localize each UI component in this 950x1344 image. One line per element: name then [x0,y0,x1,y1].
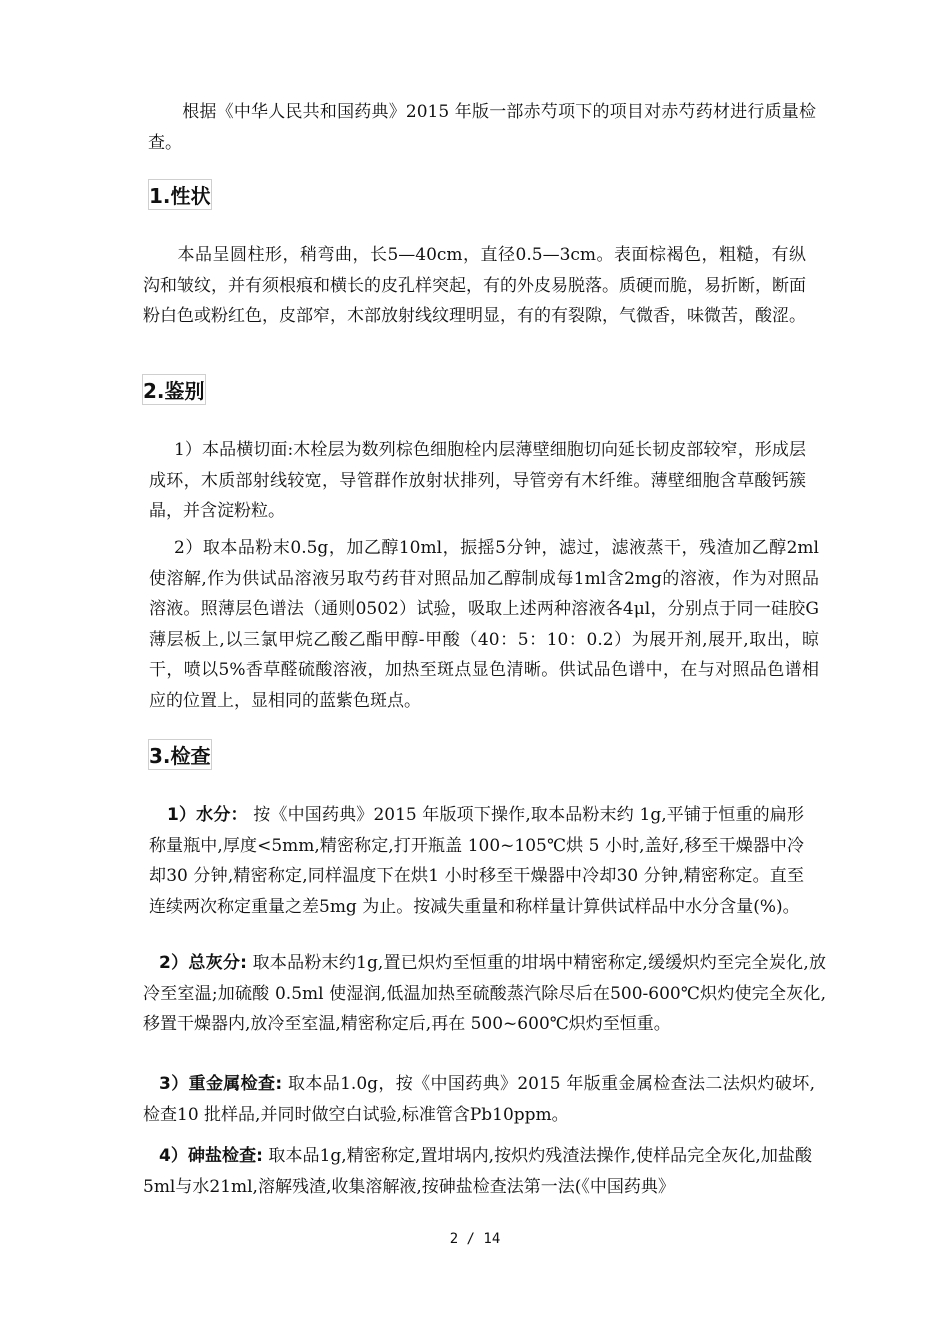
section-1-text: 本品呈圆柱形，稍弯曲，长5—40cm，直径0.5—3cm。表面棕褐色，粗糙，有纵沟和皱纹，并有须根痕和横长的皮孔样突起，有的外皮易脱落。质硬而脆，易折断，断面粉白色或粉红色，皮部窄，木部放射线纹理明显，有的有裂隙，气微香，味微苦，酸涩。 [143,245,806,326]
check-item-arsenic-label: 4）砷盐检查: [159,1146,263,1166]
intro-paragraph [148,97,816,158]
intro-text: 根据《中华人民共和国药典》2015 年版一部赤芍项下的项目对赤芍药材进行质量检查。 [148,102,816,153]
check-item-ash [143,948,826,1040]
section-2-paragraph-2 [149,533,819,716]
section-2-text-2: 2）取本品粉末0.5g，加乙醇10ml，振摇5分钟，滤过，滤液蒸干，残渣加乙醇2ml使溶解,作为供试品溶液另取芍药苷对照品加乙醇制成每1ml含2mg的溶液，作为对照品溶液。照薄层色谱法（通则0502）试验，吸取上述两种溶液各4μl，分别点于同一硅胶G薄层板上,以三氯甲烷乙酸乙酯甲醇-甲酸（40：5：10：0.2）为展开剂,展开,取出，晾干，喷以5%香草醛硫酸溶液，加热至斑点显色清晰。供试品色谱中，在与对照品色谱相应的位置上，显相同的蓝紫色斑点。 [149,538,819,711]
check-item-arsenic [143,1141,812,1202]
check-item-moisture-label: 1）水分： [167,805,248,825]
section-heading-1: 1.性状 [149,180,211,209]
section-1-paragraph [143,240,806,332]
check-item-moisture [149,800,804,922]
section-2-text-1: 1）本品横切面:木栓层为数列棕色细胞栓内层薄壁细胞切向延长韧皮部较窄，形成层成环，木质部射线较宽，导管群作放射状排列，导管旁有木纤维。薄壁细胞含草酸钙簇晶，并含淀粉粒。 [149,440,806,521]
check-item-arsenic-text: 取本品1g,精密称定,置坩埚内,按炽灼残渣法操作,使样品完全灰化,加盐酸5ml与水21ml,溶解残渣,收集溶解液,按砷盐检查法第一法(《中国药典》 [143,1146,812,1197]
section-2-paragraph-1 [149,435,806,527]
check-item-heavy-metal-label: 3）重金属检查: [159,1074,283,1094]
section-heading-2: 2.鉴别 [143,375,205,404]
section-heading-3: 3.检查 [149,740,211,769]
check-item-heavy-metal [143,1069,815,1130]
check-item-ash-text: 取本品粉末约1g,置已炽灼至恒重的坩埚中精密称定,缓缓炽灼至完全炭化,放冷至室温;加硫酸 0.5ml 使湿润,低温加热至硫酸蒸汽除尽后在500-600℃炽灼使完全灰化,移置干燥器内,放冷至室温,精密称定后,再在 500~600℃炽灼至恒重。 [143,953,826,1034]
page-number: 2 / 14 [449,1231,501,1247]
check-item-heavy-metal-text: 取本品1.0g，按《中国药典》2015 年版重金属检查法二法炽灼破坏,检查10 批样品,并同时做空白试验,标准管含Pb10ppm。 [143,1074,815,1125]
check-item-ash-label: 2）总灰分: [159,953,247,973]
check-item-moisture-text: 按《中国药典》2015 年版项下操作,取本品粉末约 1g,平铺于恒重的扁形称量瓶中,厚度<5mm,精密称定,打开瓶盖 100~105℃烘 5 小时,盖好,移至干燥器中冷却30 分钟,精密称定,同样温度下在烘1 小时移至干燥器中冷却30 分钟,精密称定。直至连续两次称定重量之差5mg 为止。按减失重量和称样量计算供试样品中水分含量(%)。 [149,805,804,917]
